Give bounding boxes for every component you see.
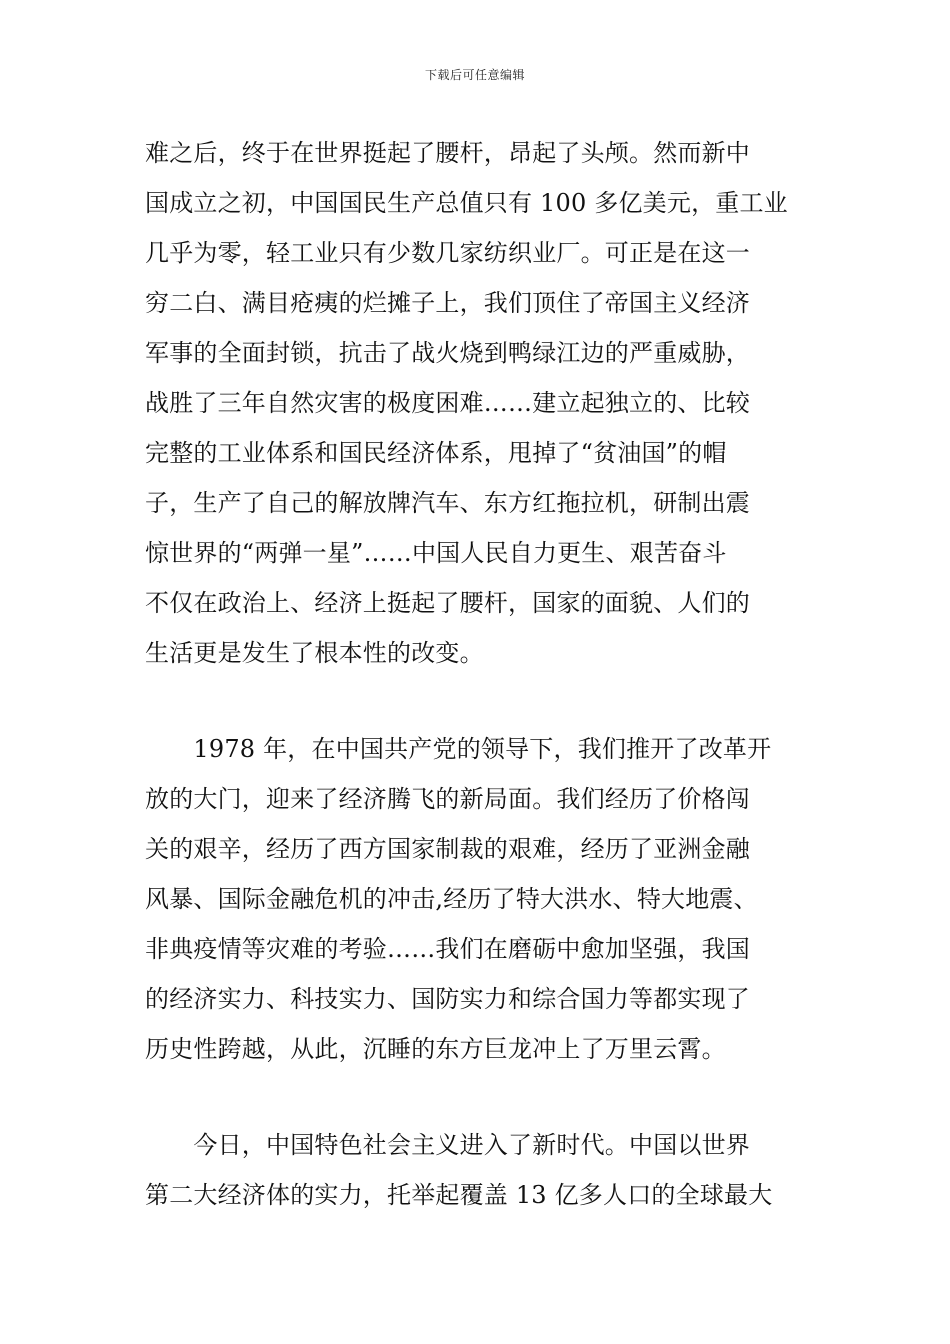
text-line: 历史性跨越，从此，沉睡的东方巨龙冲上了万里云霄。	[145, 1035, 726, 1063]
paragraph-spacer	[145, 1074, 807, 1120]
text-line: 子，生产了自己的解放牌汽车、东方红拖拉机，研制出震	[145, 489, 750, 517]
text-line: 1978 年，在中国共产党的领导下，我们推开了改革开	[145, 735, 772, 763]
text-line: 非典疫情等灾难的考验……我们在磨砺中愈加坚强，我国	[145, 935, 750, 963]
paragraph-spacer	[145, 678, 807, 724]
text-line: 穷二白、满目疮痍的烂摊子上，我们顶住了帝国主义经济	[145, 289, 750, 317]
text-line: 军事的全面封锁，抗击了战火烧到鸭绿江边的严重威胁，	[145, 339, 750, 367]
text-line: 关的艰辛，经历了西方国家制裁的艰难，经历了亚洲金融	[145, 835, 750, 863]
text-line: 不仅在政治上、经济上挺起了腰杆，国家的面貌、人们的	[145, 589, 750, 617]
text-line: 生活更是发生了根本性的改变。	[145, 639, 484, 667]
text-line: 战胜了三年自然灾害的极度困难……建立起独立的、比较	[145, 389, 750, 417]
paragraph-1	[145, 128, 807, 678]
page-header: 下载后可任意编辑	[424, 68, 525, 82]
text-line: 难之后，终于在世界挺起了腰杆，昂起了头颅。然而新中	[145, 139, 750, 167]
text-line: 国成立之初，中国国民生产总值只有 100 多亿美元，重工业	[145, 189, 788, 217]
text-line: 风暴、国际金融危机的冲击,经历了特大洪水、特大地震、	[145, 885, 758, 913]
text-line: 几乎为零，轻工业只有少数几家纺织业厂。可正是在这一	[145, 239, 750, 267]
paragraph-3	[145, 1120, 807, 1220]
text-line: 惊世界的“两弹一星”……中国人民自力更生、艰苦奋斗	[145, 539, 727, 567]
text-line: 完整的工业体系和国民经济体系，甩掉了“贫油国”的帽	[145, 439, 727, 467]
text-line: 今日，中国特色社会主义进入了新时代。中国以世界	[145, 1131, 750, 1159]
document-body	[145, 128, 807, 1220]
text-line: 放的大门，迎来了经济腾飞的新局面。我们经历了价格闯	[145, 785, 750, 813]
text-line: 的经济实力、科技实力、国防实力和综合国力等都实现了	[145, 985, 750, 1013]
text-line: 第二大经济体的实力，托举起覆盖 13 亿多人口的全球最大	[145, 1181, 773, 1209]
paragraph-2	[145, 724, 807, 1074]
